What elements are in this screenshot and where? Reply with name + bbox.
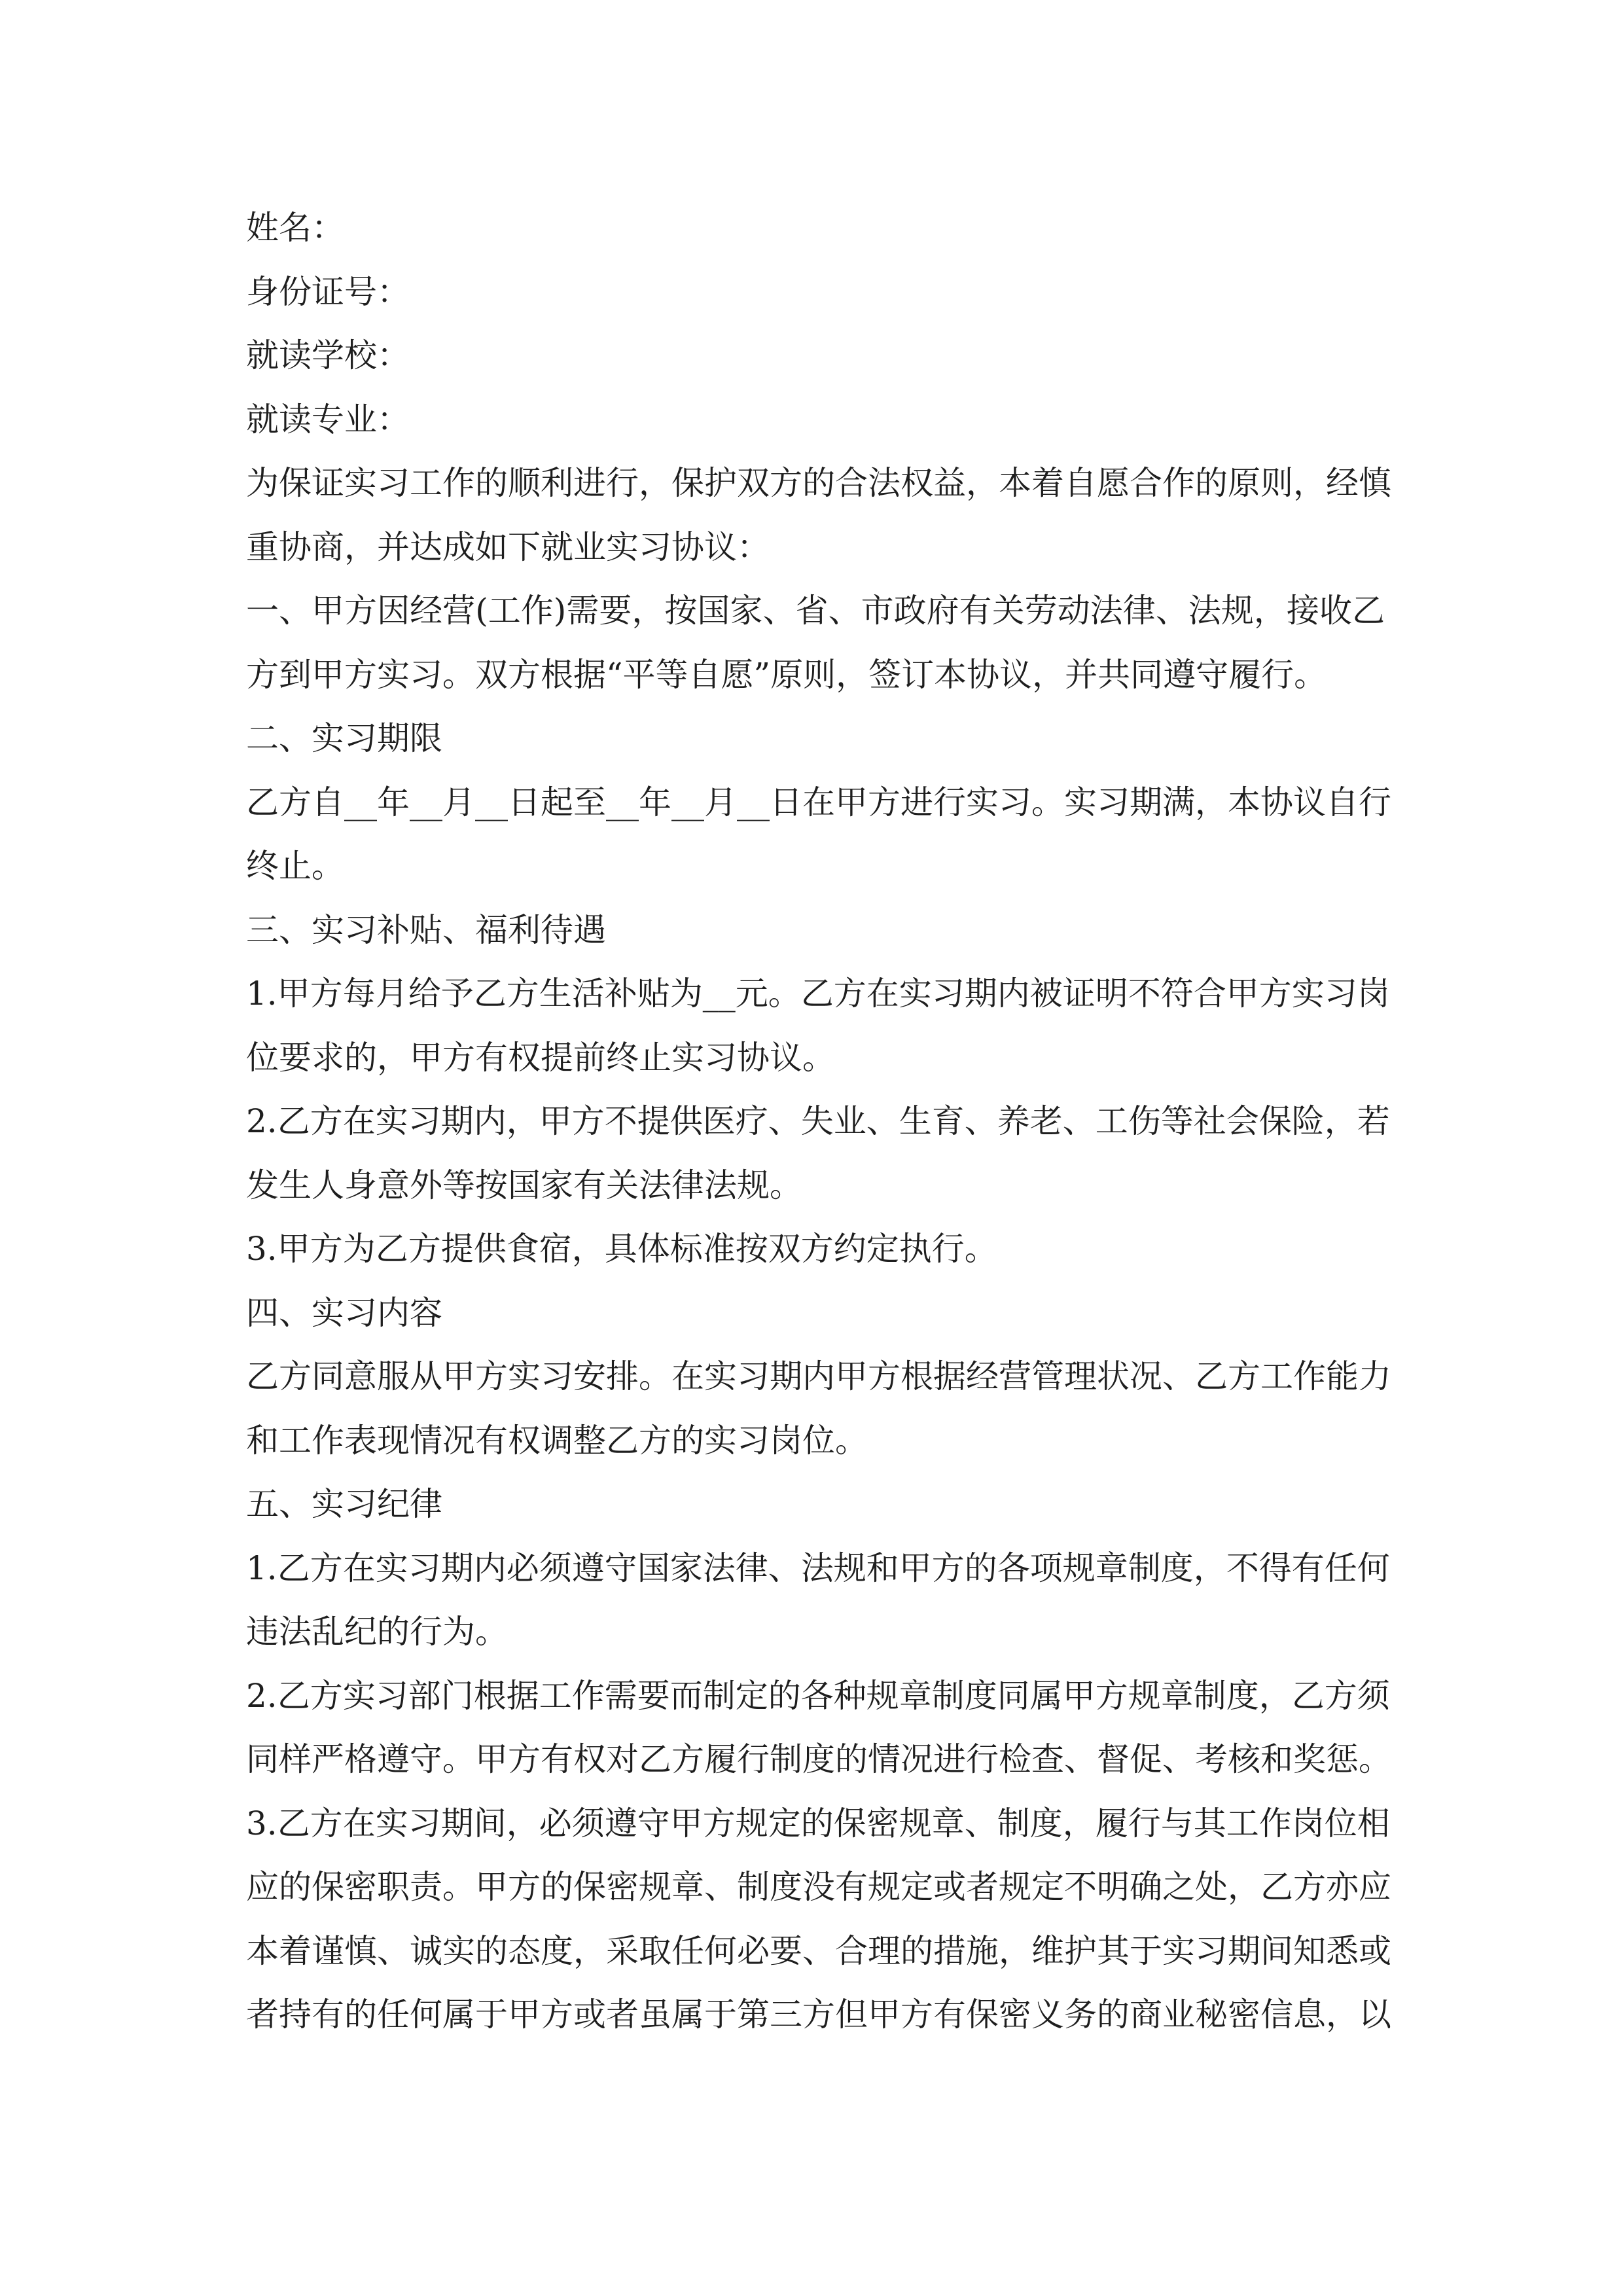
- section-3-heading: 三、实习补贴、福利待遇: [246, 910, 606, 949]
- section-4-heading: 四、实习内容: [246, 1293, 442, 1332]
- field-name-label: 姓名：: [246, 209, 344, 247]
- section-3-item-1-line-2: 位要求的，甲方有权提前终止实习协议。: [246, 1038, 835, 1077]
- section-3-item-1-line-1: 1.甲方每月给予乙方生活补贴为__元。乙方在实习期内被证明不符合甲方实习岗: [246, 975, 1390, 1013]
- section-5-item-3-line-3: 本着谨慎、诚实的态度，采取任何必要、合理的措施，维护其于实习期间知悉或: [246, 1931, 1391, 1970]
- section-3-item-3: 3.甲方为乙方提供食宿，具体标准按双方约定执行。: [246, 1230, 997, 1268]
- preamble-line-1: 为保证实习工作的顺利进行，保护双方的合法权益，本着自愿合作的原则，经慎: [246, 464, 1391, 502]
- clause-1-line-2: 方到甲方实习。双方根据“平等自愿”原则，签订本协议，并共同遵守履行。: [246, 655, 1327, 694]
- clause-1-line-1: 一、甲方因经营(工作)需要，按国家、省、市政府有关劳动法律、法规，接收乙: [246, 592, 1385, 630]
- section-4-line-2: 和工作表现情况有权调整乙方的实习岗位。: [246, 1421, 868, 1460]
- section-3-item-2-line-2: 发生人身意外等按国家有关法律法规。: [246, 1166, 802, 1204]
- section-5-item-3-line-1: 3.乙方在实习期间，必须遵守甲方规定的保密规章、制度，履行与其工作岗位相: [246, 1804, 1390, 1842]
- section-4-line-1: 乙方同意服从甲方实习安排。在实习期内甲方根据经营管理状况、乙方工作能力: [246, 1357, 1391, 1395]
- preamble-line-2: 重协商，并达成如下就业实习协议：: [246, 528, 770, 566]
- section-5-item-2-line-2: 同样严格遵守。甲方有权对乙方履行制度的情况进行检查、督促、考核和奖惩。: [246, 1740, 1391, 1778]
- field-id-number-label: 身份证号：: [246, 272, 410, 311]
- field-school-label: 就读学校：: [246, 336, 410, 374]
- section-5-item-1-line-2: 违法乱纪的行为。: [246, 1613, 508, 1651]
- section-2-line-2: 终止。: [246, 847, 344, 885]
- section-2-line-1: 乙方自__年__月__日起至__年__月__日在甲方进行实习。实习期满，本协议自行: [246, 783, 1391, 821]
- section-5-item-2-line-1: 2.乙方实习部门根据工作需要而制定的各种规章制度同属甲方规章制度，乙方须: [246, 1676, 1390, 1715]
- section-5-heading: 五、实习纪律: [246, 1485, 442, 1523]
- field-major-label: 就读专业：: [246, 400, 410, 439]
- section-5-item-1-line-1: 1.乙方在实习期内必须遵守国家法律、法规和甲方的各项规章制度，不得有任何: [246, 1549, 1390, 1587]
- section-3-item-2-line-1: 2.乙方在实习期内，甲方不提供医疗、失业、生育、养老、工伤等社会保险，若: [246, 1102, 1390, 1140]
- section-2-heading: 二、实习期限: [246, 719, 442, 757]
- section-5-item-3-line-4: 者持有的任何属于甲方或者虽属于第三方但甲方有保密义务的商业秘密信息，以: [246, 1996, 1391, 2034]
- section-5-item-3-line-2: 应的保密职责。甲方的保密规章、制度没有规定或者规定不明确之处，乙方亦应: [246, 1868, 1391, 1906]
- document-body: [246, 196, 1391, 2047]
